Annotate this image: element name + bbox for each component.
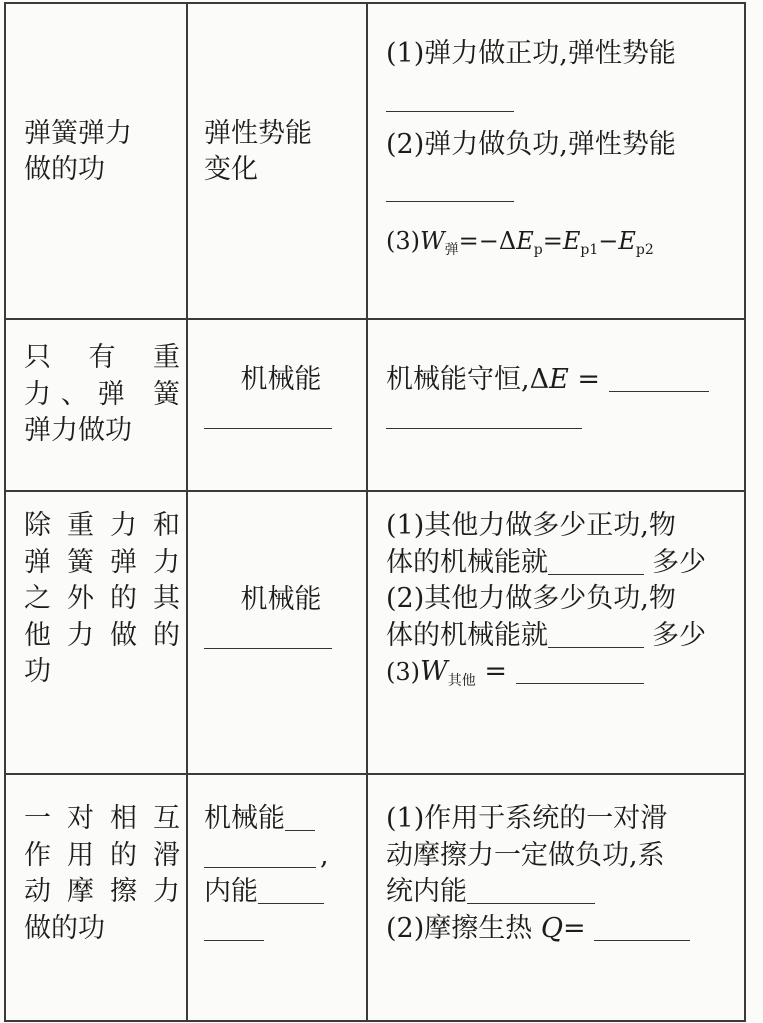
table-row [5, 3, 745, 319]
force-text: 一对相互 [24, 803, 180, 834]
relation-line: 动摩擦力一定做负功,系 [386, 839, 665, 871]
answer-blank[interactable] [204, 402, 332, 429]
answer-blank[interactable] [467, 877, 595, 904]
force-text: 弹簧弹力 [24, 546, 180, 578]
energy-text: 机械能 [240, 364, 322, 395]
relation-line: (2)摩擦生热 Q= [386, 911, 738, 948]
formula-line: $(3)W_弹=-\Delta E_p=E_{p1}-E_{p2}$ [386, 227, 654, 258]
relation-cell [367, 774, 745, 1021]
force-text: 功 [24, 656, 51, 687]
answer-blank[interactable] [516, 657, 644, 684]
answer-blank[interactable] [609, 365, 709, 392]
force-text: 除重力和 [24, 510, 180, 541]
force-text: 只 有 重 [24, 342, 180, 373]
force-text: 弹簧弹力 [24, 117, 132, 149]
answer-blank[interactable] [204, 841, 316, 868]
answer-blank[interactable] [386, 175, 514, 202]
relation-cell [367, 491, 745, 774]
energy-work-table [4, 2, 746, 1022]
force-text: 作用的滑 [24, 839, 180, 871]
answer-blank[interactable] [204, 914, 264, 941]
answer-blank[interactable] [548, 548, 644, 575]
answer-blank[interactable] [204, 622, 332, 649]
force-text: 做的功 [24, 154, 105, 185]
relation-line: 统内能 [386, 874, 738, 911]
force-cell [5, 491, 187, 774]
energy-text: 弹性势能 [204, 117, 312, 149]
relation-line: (1)弹力做正功,弹性势能 [386, 38, 676, 69]
relation-cell [367, 319, 745, 491]
force-text: 之外的其 [24, 583, 180, 614]
energy-text: 内能 [204, 874, 358, 911]
force-text: 动摩擦力 [24, 876, 180, 907]
energy-cell [187, 319, 367, 491]
relation-line: 体的机械能就 多少 [386, 619, 706, 651]
energy-text: 机械能 [204, 801, 358, 838]
force-cell [5, 3, 187, 319]
table-row [5, 319, 745, 491]
table-row [5, 491, 745, 774]
force-cell [5, 319, 187, 491]
relation-line: (1)其他力做多少正功,物 [386, 510, 676, 541]
energy-cell [187, 491, 367, 774]
answer-blank[interactable] [285, 804, 315, 831]
force-text: 力、弹 簧 [24, 378, 180, 410]
force-text: 做的功 [24, 912, 105, 944]
force-cell [5, 774, 187, 1021]
relation-line: 体的机械能就 多少 [386, 546, 706, 578]
relation-line: (2)其他力做多少负功,物 [386, 583, 676, 614]
answer-blank[interactable] [594, 914, 690, 941]
answer-blank[interactable] [386, 402, 582, 429]
energy-text: 变化 [204, 154, 258, 185]
energy-cell: 机械能 , 内能 [187, 774, 367, 1021]
relation-line: (2)弹力做负功,弹性势能 [386, 128, 676, 160]
answer-blank[interactable] [386, 85, 514, 112]
energy-text: 机械能 [240, 584, 322, 615]
force-text: 弹力做功 [24, 415, 132, 446]
answer-blank[interactable] [258, 877, 324, 904]
relation-line: (1)作用于系统的一对滑 [386, 803, 668, 834]
table-row [5, 774, 745, 1021]
energy-cell [187, 3, 367, 319]
force-text: 他力做的 [24, 619, 180, 651]
answer-blank[interactable] [548, 621, 644, 648]
relation-line: 机械能守恒,ΔE = [386, 362, 738, 399]
relation-cell [367, 3, 745, 319]
formula-line: $(3)W_{其他}$ = [386, 654, 738, 691]
